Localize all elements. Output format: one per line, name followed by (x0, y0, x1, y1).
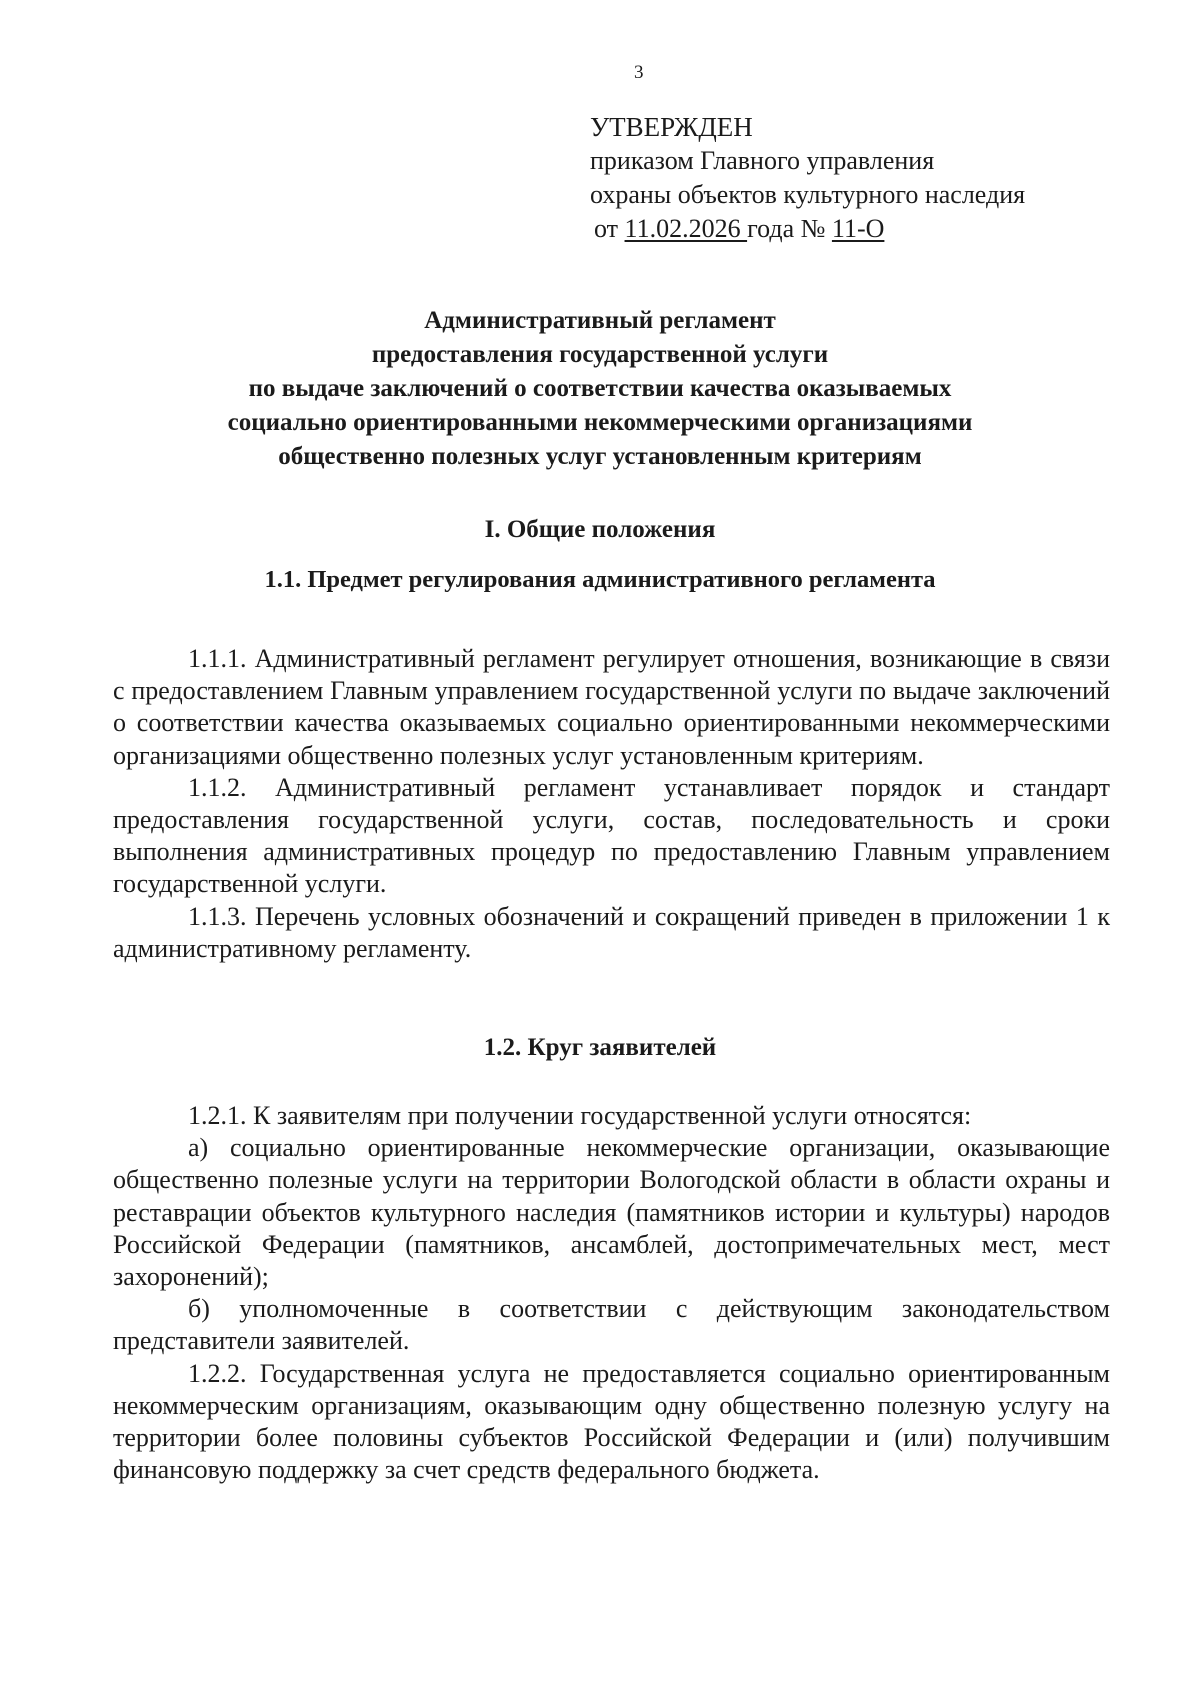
approval-stamp: УТВЕРЖДЕН (590, 112, 753, 142)
title-line-2: предоставления государственной услуги (371, 341, 829, 368)
paragraph-1-2-2: 1.2.2. Государственная услуга не предоставляется социально ориентированным некоммерческим организациям, оказывающим одну общественно полезную услугу на территории более половины субъектов Российской Федерации и (или) получившим финансовую поддержку за счет средств федерального бюджета. (113, 1358, 1110, 1485)
paragraph-1-2-1-b: б) уполномоченные в соответствии с действующим законодательством представители заявителей. (113, 1294, 1110, 1356)
title-line-5: общественно полезных услуг установленным критериям (278, 443, 922, 470)
approval-block (590, 110, 1025, 246)
approval-date-value: 11.02.2026 (624, 214, 748, 243)
paragraph-1-2-1: 1.2.1. К заявителям при получении государственной услуги относятся: (188, 1101, 972, 1130)
approval-date-mid: года № (747, 214, 832, 243)
approval-order-number: 11-О (831, 214, 885, 243)
subsection-1-1-heading: 1.1. Предмет регулирования административного регламента (264, 566, 936, 593)
page-number: 3 (634, 62, 644, 83)
subsection-1-2-heading: 1.2. Круг заявителей (483, 1034, 717, 1061)
title-line-4: социально ориентированными некоммерческими организациями (227, 409, 973, 436)
document-title (0, 304, 1200, 474)
approval-date-line (590, 212, 1025, 246)
section-1-heading: I. Общие положения (484, 516, 716, 543)
paragraph-1-2-1-a: а) социально ориентированные некоммерческие организации, оказывающие общественно полезные услуги на территории Вологодской области в области охраны и реставрации объектов культурного наследия (памятников истории и культуры) народов Российской Федерации (памятников, ансамблей, достопримечательных мест, мест захоронений); (113, 1133, 1110, 1292)
subsection-1-2-body (113, 1100, 1110, 1486)
paragraph-1-1-3: 1.1.3. Перечень условных обозначений и сокращений приведен в приложении 1 к административному регламенту. (113, 901, 1110, 963)
paragraph-1-1-2: 1.1.2. Административный регламент устанавливает порядок и стандарт предоставления государственной услуги, состав, последовательность и сроки выполнения административных процедур по предоставлению Главным управлением государственной услуги. (113, 772, 1110, 899)
approval-line-2: охраны объектов культурного наследия (590, 180, 1026, 209)
approval-date-prefix: от (594, 214, 625, 243)
subsection-1-1-body (113, 643, 1110, 965)
title-line-1: Административный регламент (424, 307, 776, 334)
approval-line-1: приказом Главного управления (590, 146, 935, 175)
paragraph-1-1-1: 1.1.1. Административный регламент регулирует отношения, возникающие в связи с предоставлением Главным управлением государственной услуги по выдаче заключений о соответствии качества оказываемых социально ориентированными некоммерческими организациями общественно полезных услуг установленным критериям. (113, 644, 1110, 770)
title-line-3: по выдаче заключений о соответствии качества оказываемых (248, 375, 952, 402)
